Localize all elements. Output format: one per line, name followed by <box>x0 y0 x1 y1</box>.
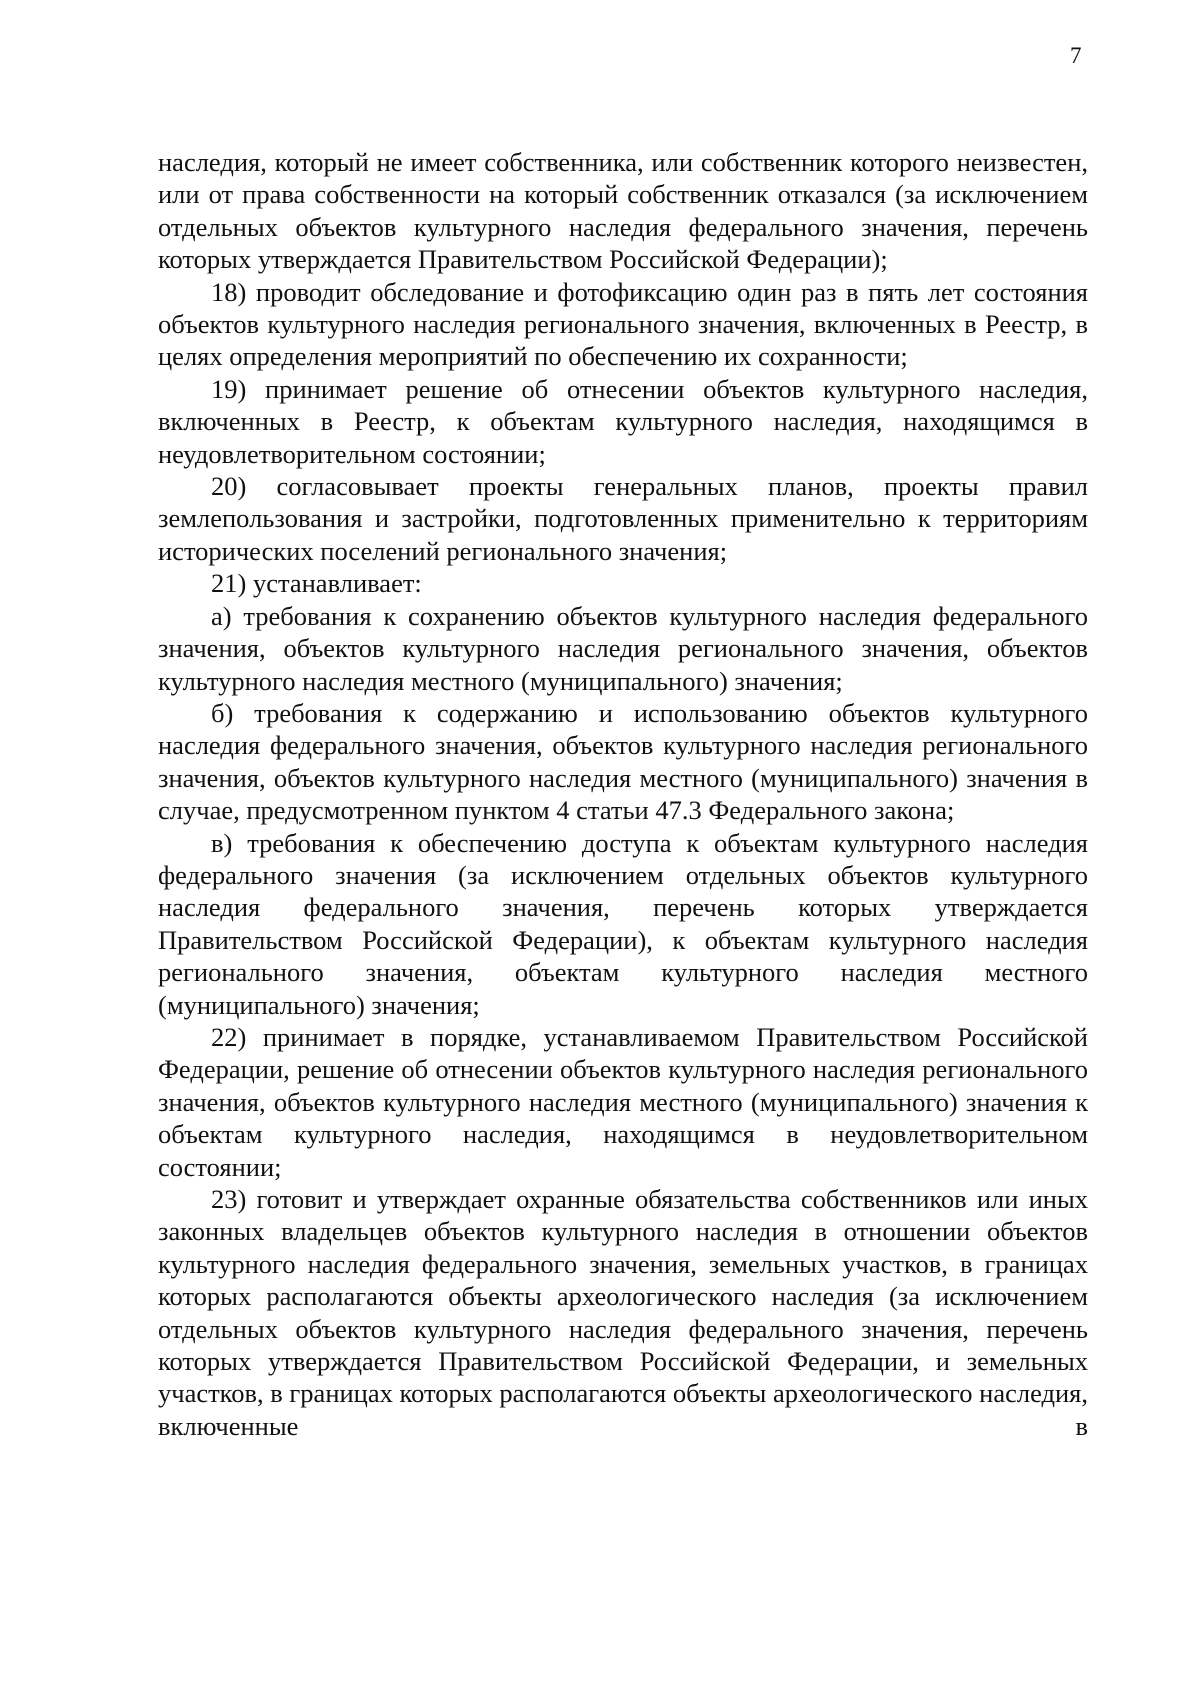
paragraph-subitem-a: а) требования к сохранению объектов культурного наследия федерального значения, объектов культурного наследия регионального значения, объектов культурного наследия местного (муниципального) значения; <box>158 600 1088 696</box>
paragraph-item-22: 22) принимает в порядке, устанавливаемом Правительством Российской Федерации, решение об отнесении объектов культурного наследия регионального значения, объектов культурного наследия местного (муниципального) значения к объектам культурного наследия, находящимся в неудовлетворительном состоянии; <box>158 1021 1088 1182</box>
paragraph-item-19: 19) принимает решение об отнесении объектов культурного наследия, включенных в Реестр, к объектам культурного наследия, находящимся в неудовлетворительном состоянии; <box>158 373 1088 469</box>
paragraph-item-20: 20) согласовывает проекты генеральных планов, проекты правил землепользования и застройки, подготовленных применительно к территориям исторических поселений регионального значения; <box>158 471 1088 566</box>
page-number: 7 <box>1070 43 1082 68</box>
paragraph-subitem-v: в) требования к обеспечению доступа к объектам культурного наследия федерального значения (за исключением отдельных объектов культурного наследия федерального значения, перечень которых утверждается Правительством Российской Федерации), к объектам культурного наследия регионального значения, объектам культурного наследия местного (муниципального) значения; <box>158 827 1088 1020</box>
paragraph-continuation: наследия, который не имеет собственника, или собственник которого неизвестен, или от права собственности на который собственник отказался (за исключением отдельных объектов культурного наследия федерального значения, перечень которых утверждается Правительством Российской Федерации); <box>158 147 1088 275</box>
document-body <box>158 146 1088 1442</box>
paragraph-item-18: 18) проводит обследование и фотофиксацию один раз в пять лет состояния объектов культурного наследия регионального значения, включенных в Реестр, в целях определения мероприятий по обеспечению их сохранности; <box>158 276 1088 372</box>
paragraph-item-21: 21) устанавливает: <box>211 568 422 599</box>
paragraph-item-23: 23) готовит и утверждает охранные обязательства собственников или иных законных владельцев объектов культурного наследия в отношении объектов культурного наследия федерального значения, земельных участков, в границах которых располагаются объекты археологического наследия (за исключением отдельных объектов культурного наследия федерального значения, перечень которых утверждается Правительством Российской Федерации, и земельных участков, в границах которых располагаются объекты археологического наследия, включенные в <box>158 1184 1088 1441</box>
paragraph-subitem-b: б) требования к содержанию и использованию объектов культурного наследия федерального значения, объектов культурного наследия регионального значения, объектов культурного наследия местного (муниципального) значения в случае, предусмотренном пунктом 4 статьи 47.3 Федерального закона; <box>158 697 1088 826</box>
